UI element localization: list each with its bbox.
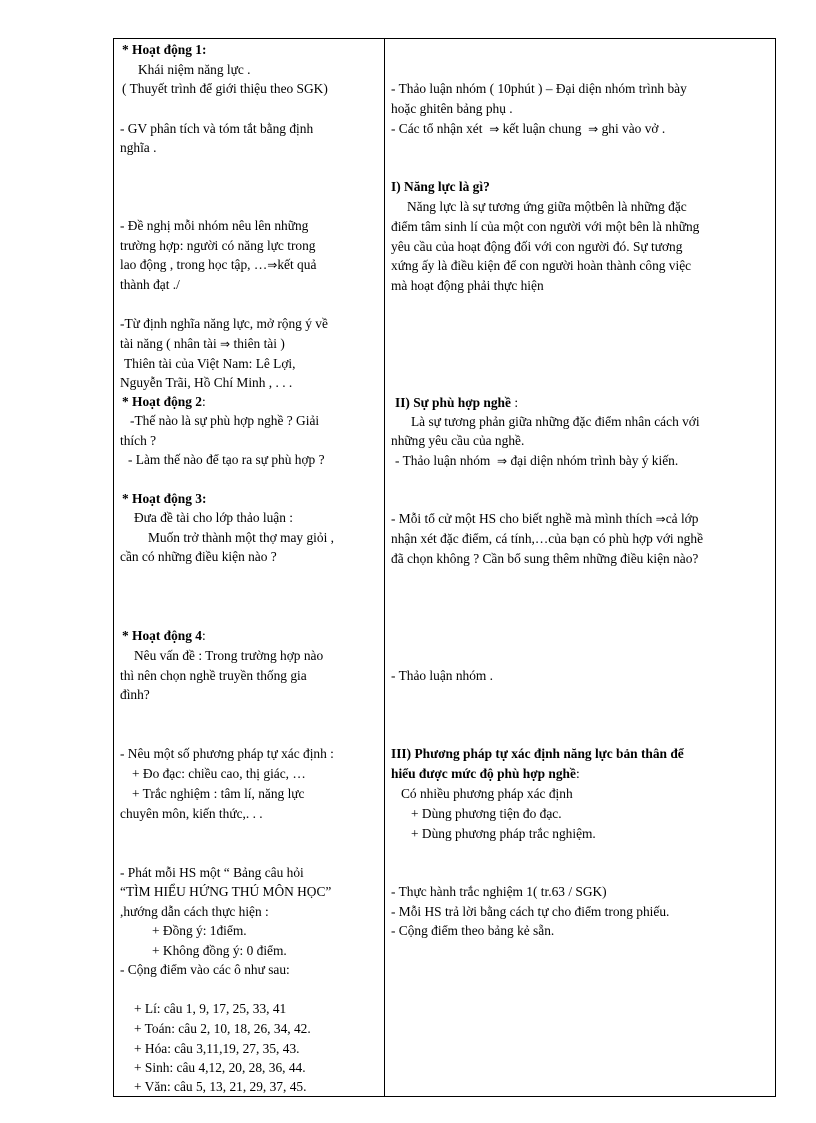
activity-1-line: Khái niệm năng lực .: [138, 62, 251, 77]
activity-4-line: đình?: [120, 687, 150, 702]
activity-1-title: * Hoạt động 1:: [122, 42, 207, 57]
activity-4-title: * Hoạt động 4:: [122, 628, 206, 643]
arrow-icon: ⇒: [497, 454, 508, 468]
activity-2-line: -Thế nào là sự phù hợp nghề ? Giải: [130, 413, 320, 428]
activity-3-line: Đưa đề tài cho lớp thảo luận :: [134, 510, 293, 525]
activity-4-line: Nêu vấn đề : Trong trường hợp nào: [134, 648, 324, 663]
section-1-text: mà hoạt động phải thực hiện: [391, 278, 544, 293]
propose-line: trường hợp: người có năng lực trong: [120, 238, 316, 253]
subject-item: + Sinh: câu 4,12, 20, 28, 36, 44.: [134, 1060, 306, 1075]
section-3-heading: III) Phương pháp tự xác định năng lực bản thân để: [391, 746, 684, 761]
activity-2-line: thích ?: [120, 433, 157, 448]
arrow-icon: ⇒: [267, 258, 278, 272]
section-3-heading: hiểu được mức độ phù hợp nghề:: [391, 766, 580, 781]
activity-2-line: - Làm thế nào để tạo ra sự phù hợp ?: [128, 452, 325, 467]
practice-line: - Thực hành trắc nghiệm 1( tr.63 / SGK): [391, 884, 607, 899]
activity-1-line: - GV phân tích và tóm tắt bằng định: [120, 121, 314, 136]
subject-item: + Toán: câu 2, 10, 18, 26, 34, 42.: [134, 1021, 311, 1036]
section-3-text: Có nhiều phương pháp xác định: [401, 786, 573, 801]
survey-line: - Phát mỗi HS một “ Bảng câu hỏi: [120, 865, 304, 880]
methods-line: + Đo đạc: chiều cao, thị giác, …: [132, 766, 306, 781]
activity-2-title: * Hoạt động 2:: [122, 394, 206, 409]
survey-line: + Không đồng ý: 0 điểm.: [152, 943, 287, 958]
group-discussion-line: - Thảo luận nhóm .: [391, 668, 494, 683]
survey-line: ,hướng dẫn cách thực hiện :: [120, 904, 269, 919]
propose-line: - Đề nghị mỗi nhóm nêu lên những: [120, 218, 309, 233]
section-3-text: + Dùng phương tiện đo đạc.: [411, 806, 562, 821]
section-1-text: Năng lực là sự tương ứng giữa mộtbên là những đặc: [407, 199, 687, 214]
peer-review-line: nhận xét đặc điểm, cá tính,…của bạn có phù hợp với nghề: [391, 531, 704, 546]
arrow-icon: ⇒: [489, 122, 500, 136]
methods-line: chuyên môn, kiến thức,. . .: [120, 806, 263, 821]
section-3-text: + Dùng phương pháp trắc nghiệm.: [411, 826, 596, 841]
activity-3-line: cần có những điều kiện nào ?: [120, 549, 277, 564]
discussion-line: - Các tổ nhận xét ⇒ kết luận chung ⇒ ghi vào vở .: [391, 121, 666, 136]
survey-line: “TÌM HIỂU HỨNG THÚ MÔN HỌC”: [120, 884, 332, 899]
section-2-text: - Thảo luận nhóm ⇒ đại diện nhóm trình bày ý kiến.: [395, 453, 679, 468]
methods-line: - Nêu một số phương pháp tự xác định :: [120, 746, 334, 761]
arrow-icon: ⇒: [220, 337, 231, 351]
practice-line: - Cộng điểm theo bảng kẻ sẵn.: [391, 923, 555, 938]
talent-line: tài năng ( nhân tài ⇒ thiên tài ): [120, 336, 285, 351]
activity-4-line: thì nên chọn nghề truyền thống gia: [120, 668, 307, 683]
subject-item: + Lí: câu 1, 9, 17, 25, 33, 41: [134, 1001, 287, 1016]
teacher-activities-column: [120, 39, 378, 1096]
activity-1-line: nghĩa .: [120, 140, 157, 155]
student-activities-column: [391, 39, 771, 1096]
discussion-line: - Thảo luận nhóm ( 10phút ) – Đại diện nhóm trình bày: [391, 81, 687, 96]
section-1-text: điểm tâm sinh lí của một con người với một bên là những: [391, 219, 700, 234]
peer-review-line: - Mỗi tổ cử một HS cho biết nghề mà mình thích ⇒cả lớp: [391, 511, 699, 526]
discussion-line: hoặc ghitên bảng phụ .: [391, 101, 513, 116]
practice-line: - Mỗi HS trả lời bằng cách tự cho điểm trong phiếu.: [391, 904, 670, 919]
lesson-plan-table: [113, 38, 776, 1097]
activity-1-line: ( Thuyết trình để giới thiệu theo SGK): [122, 81, 328, 96]
methods-line: + Trắc nghiệm : tâm lí, năng lực: [132, 786, 305, 801]
section-2-heading: II) Sự phù hợp nghề :: [395, 395, 519, 410]
survey-line: - Cộng điểm vào các ô như sau:: [120, 962, 290, 977]
propose-line: thành đạt ./: [120, 277, 180, 292]
section-1-text: yêu cầu của hoạt động đối với con người đó. Sự tương: [391, 239, 683, 254]
section-1-heading: I) Năng lực là gì?: [391, 179, 490, 194]
arrow-icon: ⇒: [655, 512, 666, 526]
section-1-text: xứng ấy là điều kiện để con người hoàn thành công việc: [391, 258, 692, 273]
section-2-text: Là sự tương phản giữa những đặc điểm nhân cách với: [411, 414, 700, 429]
activity-3-title: * Hoạt động 3:: [122, 491, 207, 506]
talent-line: Nguyễn Trãi, Hồ Chí Minh , . . .: [120, 375, 293, 390]
section-2-text: những yêu cầu của nghề.: [391, 433, 525, 448]
peer-review-line: đã chọn không ? Cần bổ sung thêm những điều kiện nào?: [391, 551, 699, 566]
survey-line: + Đồng ý: 1điểm.: [152, 923, 247, 938]
talent-line: -Từ định nghĩa năng lực, mở rộng ý về: [120, 316, 328, 331]
propose-line: lao động , trong học tập, …⇒kết quả: [120, 257, 317, 272]
arrow-icon: ⇒: [588, 122, 599, 136]
talent-line: Thiên tài của Việt Nam: Lê Lợi,: [124, 356, 296, 371]
subject-item: + Hóa: câu 3,11,19, 27, 35, 43.: [134, 1041, 300, 1056]
activity-3-line: Muốn trở thành một thợ may giỏi ,: [148, 530, 334, 545]
column-divider: [384, 39, 385, 1096]
subject-item: + Văn: câu 5, 13, 21, 29, 37, 45.: [134, 1079, 307, 1094]
